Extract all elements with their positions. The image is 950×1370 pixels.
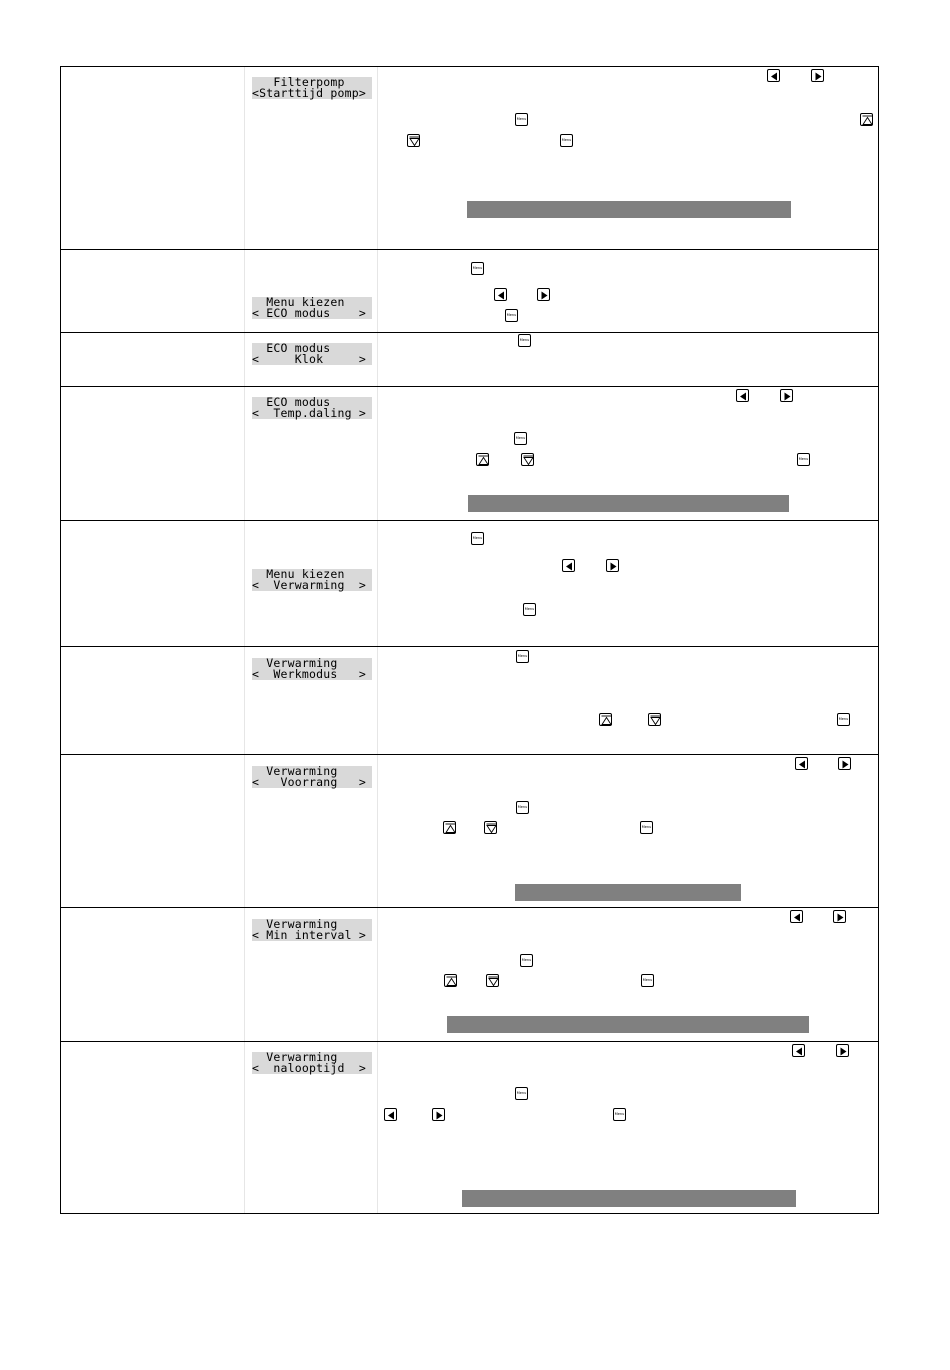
lcd-display <box>252 397 372 419</box>
lcd-line-1: Verwarming <box>252 1050 338 1064</box>
arrow-up-key-icon <box>443 821 456 834</box>
lcd-display <box>252 766 372 788</box>
arrow-up-key-icon <box>444 974 457 987</box>
menu-key-icon: Menu <box>797 453 810 466</box>
settings-table <box>60 66 879 1214</box>
arrow-up-key-icon <box>860 113 873 126</box>
arrow-left-key-icon <box>562 559 575 572</box>
lcd-line-2: < ECO modus > <box>252 306 366 320</box>
menu-key-icon: Menu <box>640 821 653 834</box>
table-row <box>61 67 878 250</box>
arrow-left-key-icon <box>494 288 507 301</box>
lcd-line-1: Verwarming <box>252 917 338 931</box>
table-row <box>61 647 878 755</box>
arrow-right-key-icon <box>836 1044 849 1057</box>
lcd-line-2: <Starttijd pomp> <box>252 86 366 100</box>
menu-key-icon: Menu <box>837 713 850 726</box>
table-row <box>61 908 878 1042</box>
lcd-display <box>252 658 372 680</box>
menu-key-icon: Menu <box>560 134 573 147</box>
lcd-display <box>252 297 372 319</box>
table-row <box>61 755 878 908</box>
arrow-right-key-icon <box>838 757 851 770</box>
lcd-line-1: ECO modus <box>252 395 331 409</box>
arrow-down-key-icon <box>648 713 661 726</box>
lcd-line-1: Verwarming <box>252 764 338 778</box>
arrow-down-key-icon <box>407 134 420 147</box>
arrow-left-key-icon <box>795 757 808 770</box>
arrow-right-key-icon <box>833 910 846 923</box>
highlight-bar <box>468 495 789 512</box>
menu-key-icon: Menu <box>505 309 518 322</box>
lcd-line-2: < Klok > <box>252 352 366 366</box>
lcd-line-1: Menu kiezen <box>252 567 345 581</box>
arrow-right-key-icon <box>811 69 824 82</box>
menu-key-icon: Menu <box>515 1087 528 1100</box>
arrow-right-key-icon <box>780 389 793 402</box>
menu-key-icon: Menu <box>471 532 484 545</box>
menu-key-icon: Menu <box>520 954 533 967</box>
table-row <box>61 1042 878 1215</box>
lcd-line-1: Verwarming <box>252 656 338 670</box>
lcd-line-2: < Werkmodus > <box>252 667 366 681</box>
lcd-display <box>252 343 372 365</box>
arrow-right-key-icon <box>432 1108 445 1121</box>
lcd-display <box>252 77 372 99</box>
arrow-left-key-icon <box>384 1108 397 1121</box>
highlight-bar <box>467 201 791 218</box>
menu-key-icon: Menu <box>518 334 531 347</box>
highlight-bar <box>462 1190 796 1207</box>
menu-key-icon: Menu <box>641 974 654 987</box>
lcd-line-2: < Verwarming > <box>252 578 366 592</box>
arrow-left-key-icon <box>790 910 803 923</box>
menu-key-icon: Menu <box>516 801 529 814</box>
lcd-display <box>252 1052 372 1074</box>
table-row <box>61 521 878 647</box>
menu-key-icon: Menu <box>514 432 527 445</box>
table-row <box>61 387 878 521</box>
table-row <box>61 250 878 333</box>
lcd-line-1: Filterpomp <box>252 75 345 89</box>
arrow-left-key-icon <box>767 69 780 82</box>
arrow-left-key-icon <box>792 1044 805 1057</box>
menu-key-icon: Menu <box>516 650 529 663</box>
arrow-up-key-icon <box>599 713 612 726</box>
menu-key-icon: Menu <box>523 603 536 616</box>
menu-key-icon: Menu <box>515 113 528 126</box>
arrow-right-key-icon <box>606 559 619 572</box>
highlight-bar <box>447 1016 809 1033</box>
lcd-line-2: < nalooptijd > <box>252 1061 366 1075</box>
table-row <box>61 333 878 387</box>
arrow-right-key-icon <box>537 288 550 301</box>
arrow-down-key-icon <box>521 453 534 466</box>
arrow-down-key-icon <box>484 821 497 834</box>
lcd-line-1: Menu kiezen <box>252 295 345 309</box>
lcd-line-2: < Min interval > <box>252 928 366 942</box>
lcd-display <box>252 569 372 591</box>
arrow-up-key-icon <box>476 453 489 466</box>
arrow-left-key-icon <box>736 389 749 402</box>
lcd-line-2: < Voorrang > <box>252 775 366 789</box>
menu-key-icon: Menu <box>471 262 484 275</box>
menu-key-icon: Menu <box>613 1108 626 1121</box>
lcd-line-2: < Temp.daling > <box>252 406 366 420</box>
highlight-bar <box>515 884 741 901</box>
lcd-display <box>252 919 372 941</box>
arrow-down-key-icon <box>486 974 499 987</box>
lcd-line-1: ECO modus <box>252 341 331 355</box>
